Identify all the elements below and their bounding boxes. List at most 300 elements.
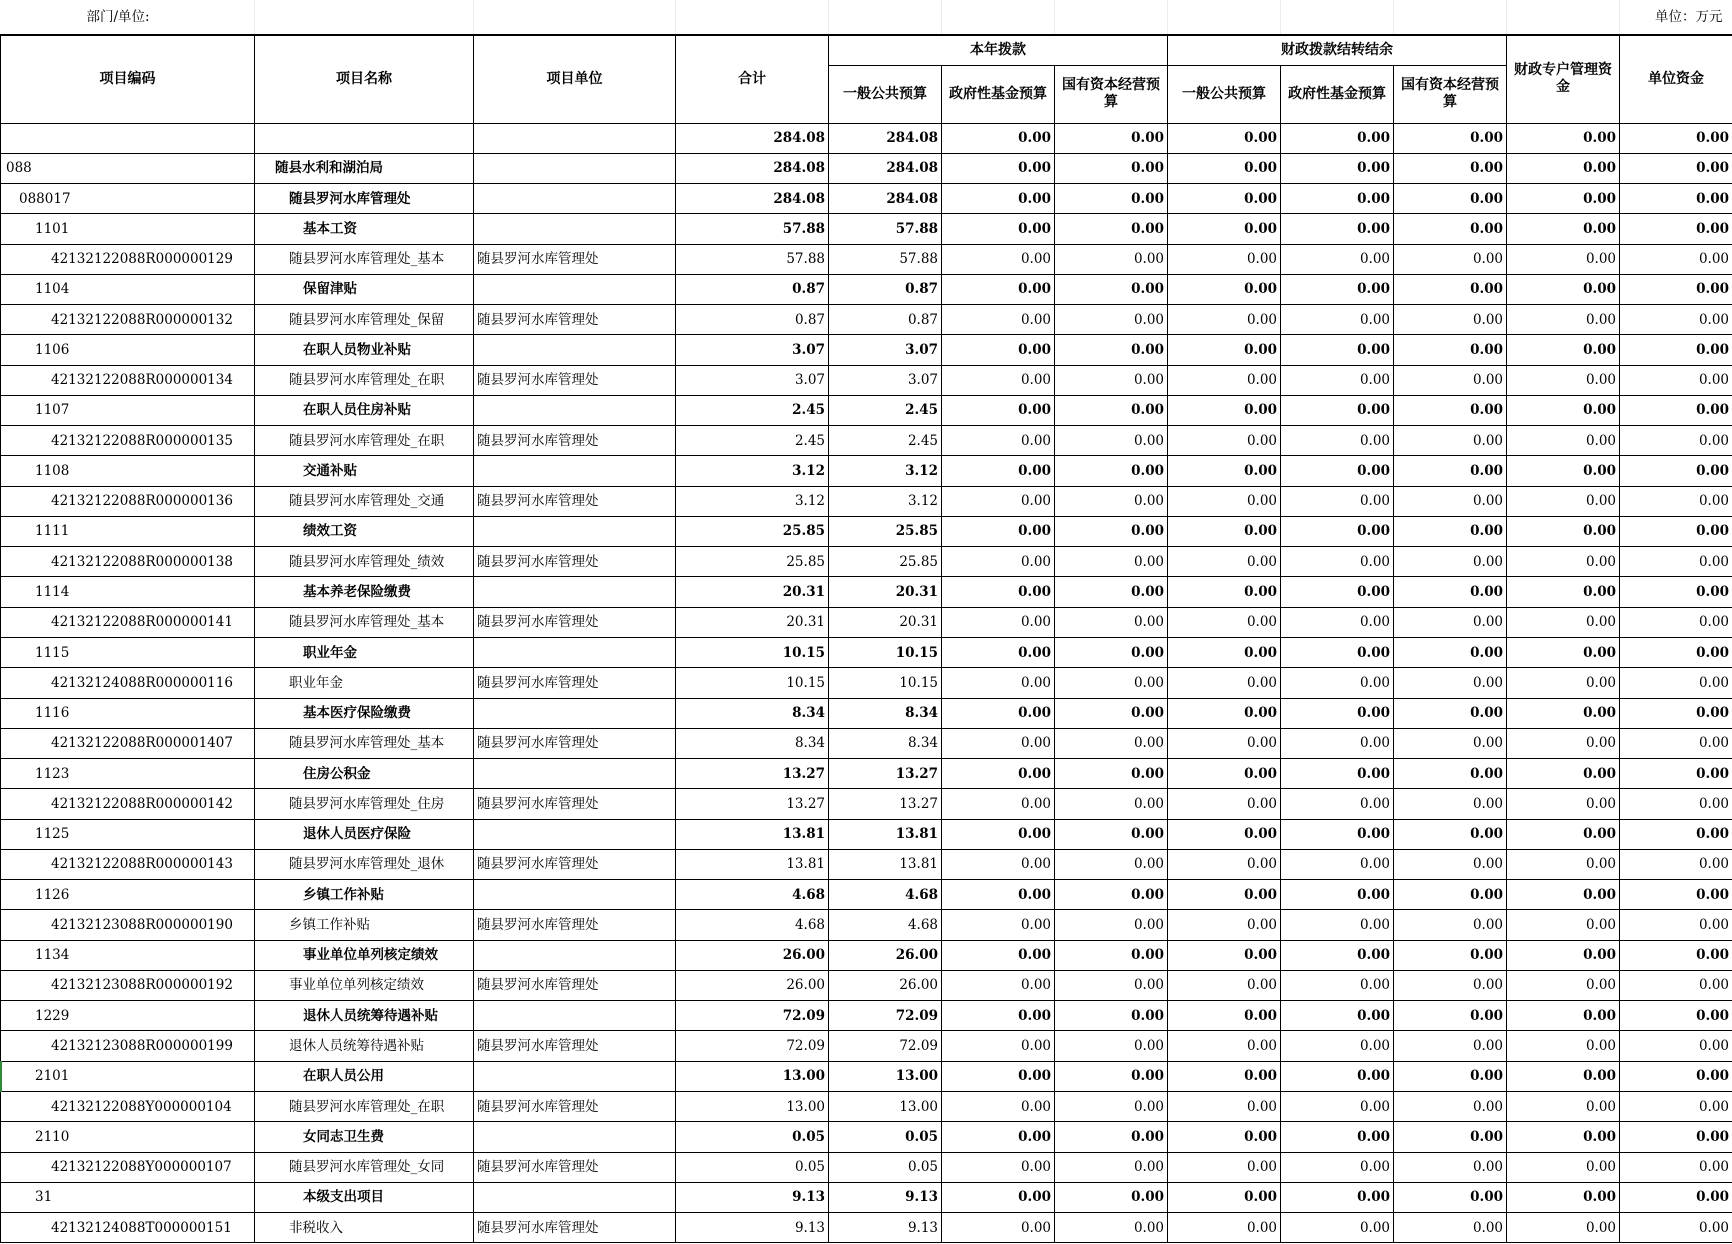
cell-zero[interactable]: 0.00 [1281,153,1394,183]
cell-unit[interactable] [474,1122,676,1152]
cell-name[interactable]: 在职人员物业补贴 [255,335,474,365]
cell-zero[interactable]: 0.00 [1394,1182,1507,1212]
detail-row[interactable] [1,1152,1732,1182]
cell-zero[interactable]: 0.00 [1055,607,1168,637]
cell-code[interactable]: 42132122088R000000138 [1,547,255,577]
cell-zero[interactable]: 0.00 [1620,849,1732,879]
cell-unit[interactable] [474,1061,676,1091]
cell-zero[interactable]: 0.00 [1620,1122,1732,1152]
cell-zero[interactable]: 0.00 [1281,910,1394,940]
cell-general-budget[interactable]: 26.00 [829,970,942,1000]
cell-zero[interactable]: 0.00 [1055,335,1168,365]
cell-zero[interactable]: 0.00 [1507,1152,1620,1182]
cell-zero[interactable]: 0.00 [1507,1092,1620,1122]
cell-zero[interactable]: 0.00 [1394,274,1507,304]
cell-code[interactable]: 31 [1,1182,255,1212]
cell-zero[interactable]: 0.00 [1281,1122,1394,1152]
cell-zero[interactable]: 0.00 [1620,486,1732,516]
cell-code[interactable]: 1116 [1,698,255,728]
cell-name[interactable]: 交通补贴 [255,456,474,486]
cell-general-budget[interactable]: 20.31 [829,607,942,637]
cell-zero[interactable]: 0.00 [1168,638,1281,668]
cell-zero[interactable]: 0.00 [942,1122,1055,1152]
cell-unit[interactable] [474,819,676,849]
header-group-carry[interactable]: 财政拨款结转结余 [1168,35,1507,65]
cell-code[interactable]: 42132122088R000000136 [1,486,255,516]
cell-general-budget[interactable]: 3.12 [829,486,942,516]
cell-zero[interactable]: 0.00 [1168,880,1281,910]
cell-zero[interactable]: 0.00 [1168,849,1281,879]
cell-zero[interactable]: 0.00 [1507,1122,1620,1152]
cell-name[interactable]: 在职人员公用 [255,1061,474,1091]
cell-name[interactable]: 随县罗河水库管理处_住房 [255,789,474,819]
cell-total[interactable]: 13.27 [676,759,829,789]
cell-zero[interactable]: 0.00 [1507,970,1620,1000]
cell-zero[interactable]: 0.00 [942,305,1055,335]
cell-general-budget[interactable]: 10.15 [829,638,942,668]
empty-cell[interactable] [1055,0,1168,35]
cell-zero[interactable]: 0.00 [1620,153,1732,183]
cell-name[interactable]: 随县水利和湖泊局 [255,153,474,183]
cell-zero[interactable]: 0.00 [1055,668,1168,698]
cell-zero[interactable]: 0.00 [1620,1031,1732,1061]
cell-unit[interactable] [474,335,676,365]
cell-general-budget[interactable]: 8.34 [829,728,942,758]
cell-code[interactable]: 42132123088R000000192 [1,970,255,1000]
cell-zero[interactable]: 0.00 [1281,184,1394,214]
cell-zero[interactable]: 0.00 [1507,456,1620,486]
cell-code[interactable]: 42132123088R000000199 [1,1031,255,1061]
cell-zero[interactable]: 0.00 [1394,638,1507,668]
cell-general-budget[interactable]: 72.09 [829,1001,942,1031]
cell-zero[interactable]: 0.00 [942,880,1055,910]
cell-code[interactable]: 42132122088R000000134 [1,365,255,395]
cell-zero[interactable]: 0.00 [1168,123,1281,153]
cell-zero[interactable]: 0.00 [1168,153,1281,183]
cell-code[interactable]: 42132124088R000000116 [1,668,255,698]
cell-zero[interactable]: 0.00 [1394,456,1507,486]
cell-total[interactable]: 20.31 [676,577,829,607]
header-general-budget[interactable]: 一般公共预算 [829,65,942,123]
cell-name[interactable]: 职业年金 [255,668,474,698]
group-row[interactable] [1,153,1732,183]
cell-zero[interactable]: 0.00 [942,638,1055,668]
cell-zero[interactable]: 0.00 [1281,759,1394,789]
cell-zero[interactable]: 0.00 [1281,1213,1394,1243]
cell-zero[interactable]: 0.00 [1055,638,1168,668]
cell-zero[interactable]: 0.00 [1507,910,1620,940]
cell-zero[interactable]: 0.00 [942,456,1055,486]
cell-zero[interactable]: 0.00 [1507,214,1620,244]
cell-zero[interactable]: 0.00 [1620,940,1732,970]
cell-total[interactable]: 72.09 [676,1031,829,1061]
cell-general-budget[interactable]: 284.08 [829,123,942,153]
group-row[interactable] [1,759,1732,789]
cell-zero[interactable]: 0.00 [1055,910,1168,940]
cell-unit[interactable]: 随县罗河水库管理处 [474,970,676,1000]
cell-zero[interactable]: 0.00 [1507,728,1620,758]
cell-zero[interactable]: 0.00 [1281,1152,1394,1182]
cell-zero[interactable]: 0.00 [1281,728,1394,758]
cell-zero[interactable]: 0.00 [942,1031,1055,1061]
cell-zero[interactable]: 0.00 [1394,426,1507,456]
cell-name[interactable]: 随县罗河水库管理处_绩效 [255,547,474,577]
cell-zero[interactable]: 0.00 [942,789,1055,819]
cell-general-budget[interactable]: 13.00 [829,1092,942,1122]
cell-zero[interactable]: 0.00 [1394,335,1507,365]
cell-code[interactable]: 1104 [1,274,255,304]
cell-zero[interactable]: 0.00 [1168,184,1281,214]
cell-general-budget[interactable]: 13.27 [829,759,942,789]
cell-zero[interactable]: 0.00 [1055,516,1168,546]
cell-code[interactable]: 1229 [1,1001,255,1031]
empty-cell[interactable] [676,0,829,35]
cell-name[interactable]: 随县罗河水库管理处_基本 [255,607,474,637]
cell-zero[interactable]: 0.00 [942,1152,1055,1182]
cell-name[interactable]: 在职人员住房补贴 [255,395,474,425]
cell-zero[interactable]: 0.00 [1168,335,1281,365]
cell-code[interactable]: 1123 [1,759,255,789]
cell-unit[interactable] [474,577,676,607]
cell-zero[interactable]: 0.00 [1168,547,1281,577]
cell-zero[interactable]: 0.00 [1055,940,1168,970]
cell-zero[interactable]: 0.00 [1394,486,1507,516]
cell-zero[interactable]: 0.00 [1394,759,1507,789]
cell-zero[interactable]: 0.00 [1507,940,1620,970]
cell-zero[interactable]: 0.00 [1620,365,1732,395]
cell-general-budget[interactable]: 25.85 [829,516,942,546]
cell-zero[interactable]: 0.00 [1507,153,1620,183]
cell-zero[interactable]: 0.00 [1055,1152,1168,1182]
cell-zero[interactable]: 0.00 [1394,1152,1507,1182]
cell-zero[interactable]: 0.00 [942,244,1055,274]
cell-name[interactable]: 事业单位单列核定绩效 [255,970,474,1000]
cell-zero[interactable]: 0.00 [1620,698,1732,728]
cell-zero[interactable]: 0.00 [1168,244,1281,274]
cell-zero[interactable]: 0.00 [942,759,1055,789]
cell-zero[interactable]: 0.00 [1620,395,1732,425]
cell-zero[interactable]: 0.00 [1620,426,1732,456]
cell-name[interactable] [255,123,474,153]
cell-zero[interactable]: 0.00 [942,819,1055,849]
cell-zero[interactable]: 0.00 [1620,759,1732,789]
group-row[interactable] [1,638,1732,668]
cell-general-budget[interactable]: 0.05 [829,1152,942,1182]
cell-zero[interactable]: 0.00 [1281,274,1394,304]
cell-unit[interactable]: 随县罗河水库管理处 [474,668,676,698]
header-name[interactable]: 项目名称 [255,35,474,123]
cell-zero[interactable]: 0.00 [1507,305,1620,335]
cell-total[interactable]: 3.12 [676,456,829,486]
cell-unit[interactable] [474,940,676,970]
cell-zero[interactable]: 0.00 [1394,123,1507,153]
cell-unit[interactable] [474,395,676,425]
cell-zero[interactable]: 0.00 [1281,607,1394,637]
group-row[interactable] [1,274,1732,304]
cell-code[interactable]: 42132122088R000000142 [1,789,255,819]
cell-code[interactable]: 42132122088R000000135 [1,426,255,456]
cell-zero[interactable]: 0.00 [1394,547,1507,577]
cell-general-budget[interactable]: 0.87 [829,274,942,304]
cell-zero[interactable]: 0.00 [1055,698,1168,728]
cell-zero[interactable]: 0.00 [1055,365,1168,395]
cell-zero[interactable]: 0.00 [1394,153,1507,183]
cell-zero[interactable]: 0.00 [1055,153,1168,183]
cell-total[interactable]: 20.31 [676,607,829,637]
cell-zero[interactable]: 0.00 [1055,395,1168,425]
cell-general-budget[interactable]: 13.00 [829,1061,942,1091]
cell-zero[interactable]: 0.00 [1281,335,1394,365]
cell-zero[interactable]: 0.00 [942,274,1055,304]
cell-zero[interactable]: 0.00 [1281,395,1394,425]
cell-total[interactable]: 284.08 [676,184,829,214]
cell-zero[interactable]: 0.00 [1168,668,1281,698]
cell-total[interactable]: 57.88 [676,244,829,274]
cell-general-budget[interactable]: 284.08 [829,184,942,214]
cell-zero[interactable]: 0.00 [1168,305,1281,335]
cell-general-budget[interactable]: 20.31 [829,577,942,607]
header-code[interactable]: 项目编码 [1,35,255,123]
cell-zero[interactable]: 0.00 [1507,486,1620,516]
cell-zero[interactable]: 0.00 [1055,274,1168,304]
cell-general-budget[interactable]: 9.13 [829,1182,942,1212]
cell-general-budget[interactable]: 3.07 [829,335,942,365]
cell-zero[interactable]: 0.00 [942,516,1055,546]
cell-total[interactable]: 0.87 [676,305,829,335]
cell-total[interactable]: 13.81 [676,819,829,849]
cell-zero[interactable]: 0.00 [1055,184,1168,214]
cell-zero[interactable]: 0.00 [1620,577,1732,607]
cell-zero[interactable]: 0.00 [1507,1213,1620,1243]
cell-zero[interactable]: 0.00 [1620,456,1732,486]
cell-total[interactable]: 10.15 [676,668,829,698]
cell-zero[interactable]: 0.00 [1620,819,1732,849]
cell-zero[interactable]: 0.00 [1168,910,1281,940]
cell-zero[interactable]: 0.00 [1620,668,1732,698]
cell-zero[interactable]: 0.00 [1055,547,1168,577]
cell-zero[interactable]: 0.00 [1620,607,1732,637]
cell-code[interactable]: 1134 [1,940,255,970]
cell-zero[interactable]: 0.00 [1507,1031,1620,1061]
cell-code[interactable]: 1115 [1,638,255,668]
cell-zero[interactable]: 0.00 [1507,335,1620,365]
header-carry-gov-fund[interactable]: 政府性基金预算 [1281,65,1394,123]
cell-zero[interactable]: 0.00 [1394,305,1507,335]
empty-cell[interactable] [1168,0,1281,35]
cell-total[interactable]: 0.05 [676,1122,829,1152]
cell-unit[interactable] [474,880,676,910]
cell-zero[interactable]: 0.00 [1281,1182,1394,1212]
cell-zero[interactable]: 0.00 [1168,1182,1281,1212]
detail-row[interactable] [1,849,1732,879]
cell-code[interactable]: 42132122088Y000000107 [1,1152,255,1182]
group-row[interactable] [1,395,1732,425]
cell-zero[interactable]: 0.00 [1281,849,1394,879]
cell-zero[interactable]: 0.00 [1620,547,1732,577]
cell-code[interactable]: 088 [1,153,255,183]
cell-zero[interactable]: 0.00 [1507,547,1620,577]
cell-zero[interactable]: 0.00 [1168,1031,1281,1061]
detail-row[interactable] [1,1092,1732,1122]
dept-label[interactable]: 部门/单位: [1,0,255,35]
cell-zero[interactable]: 0.00 [1281,365,1394,395]
cell-zero[interactable]: 0.00 [1507,789,1620,819]
cell-total[interactable]: 3.12 [676,486,829,516]
cell-zero[interactable]: 0.00 [1168,789,1281,819]
cell-zero[interactable]: 0.00 [1281,516,1394,546]
cell-zero[interactable]: 0.00 [1055,849,1168,879]
cell-total[interactable]: 284.08 [676,153,829,183]
cell-unit[interactable]: 随县罗河水库管理处 [474,728,676,758]
cell-zero[interactable]: 0.00 [1168,1213,1281,1243]
cell-unit[interactable]: 随县罗河水库管理处 [474,1092,676,1122]
cell-zero[interactable]: 0.00 [1620,910,1732,940]
cell-zero[interactable]: 0.00 [1394,516,1507,546]
cell-unit[interactable]: 随县罗河水库管理处 [474,607,676,637]
cell-total[interactable]: 10.15 [676,638,829,668]
cell-unit[interactable] [474,759,676,789]
cell-unit[interactable] [474,274,676,304]
cell-zero[interactable]: 0.00 [1055,1182,1168,1212]
empty-cell[interactable] [255,0,474,35]
cell-zero[interactable]: 0.00 [1055,1061,1168,1091]
cell-zero[interactable]: 0.00 [1507,123,1620,153]
cell-total[interactable]: 13.27 [676,789,829,819]
detail-row[interactable] [1,910,1732,940]
group-row[interactable] [1,880,1732,910]
header-unit[interactable]: 项目单位 [474,35,676,123]
group-row[interactable] [1,1061,1732,1091]
cell-unit[interactable]: 随县罗河水库管理处 [474,849,676,879]
cell-zero[interactable]: 0.00 [1507,849,1620,879]
empty-cell[interactable] [1394,0,1507,35]
cell-unit[interactable] [474,123,676,153]
cell-total[interactable]: 0.05 [676,1152,829,1182]
cell-zero[interactable]: 0.00 [1055,1213,1168,1243]
cell-zero[interactable]: 0.00 [1620,789,1732,819]
cell-zero[interactable]: 0.00 [1507,819,1620,849]
total-row[interactable] [1,123,1732,153]
header-carry-general[interactable]: 一般公共预算 [1168,65,1281,123]
cell-zero[interactable]: 0.00 [1394,577,1507,607]
cell-code[interactable]: 1125 [1,819,255,849]
cell-zero[interactable]: 0.00 [1394,970,1507,1000]
cell-general-budget[interactable]: 4.68 [829,910,942,940]
cell-zero[interactable]: 0.00 [942,970,1055,1000]
detail-row[interactable] [1,728,1732,758]
cell-zero[interactable]: 0.00 [1507,395,1620,425]
cell-zero[interactable]: 0.00 [1507,365,1620,395]
cell-zero[interactable]: 0.00 [1168,486,1281,516]
group-row[interactable] [1,698,1732,728]
cell-zero[interactable]: 0.00 [1168,940,1281,970]
cell-name[interactable]: 退休人员统筹待遇补贴 [255,1031,474,1061]
cell-general-budget[interactable]: 4.68 [829,880,942,910]
cell-name[interactable]: 事业单位单列核定绩效 [255,940,474,970]
header-carry-state-capital[interactable]: 国有资本经营预算 [1394,65,1507,123]
cell-zero[interactable]: 0.00 [942,335,1055,365]
cell-zero[interactable]: 0.00 [1394,1122,1507,1152]
cell-name[interactable]: 随县罗河水库管理处_交通 [255,486,474,516]
cell-name[interactable]: 住房公积金 [255,759,474,789]
cell-name[interactable]: 乡镇工作补贴 [255,910,474,940]
cell-unit[interactable]: 随县罗河水库管理处 [474,1213,676,1243]
cell-zero[interactable]: 0.00 [1168,365,1281,395]
cell-zero[interactable]: 0.00 [1620,274,1732,304]
header-total[interactable]: 合计 [676,35,829,123]
cell-zero[interactable]: 0.00 [1168,1122,1281,1152]
cell-zero[interactable]: 0.00 [1620,214,1732,244]
cell-total[interactable]: 13.00 [676,1092,829,1122]
cell-total[interactable]: 2.45 [676,426,829,456]
cell-total[interactable]: 8.34 [676,698,829,728]
cell-name[interactable]: 本级支出项目 [255,1182,474,1212]
cell-code[interactable]: 088017 [1,184,255,214]
cell-total[interactable]: 57.88 [676,214,829,244]
cell-zero[interactable]: 0.00 [1055,123,1168,153]
cell-total[interactable]: 3.07 [676,365,829,395]
group-row[interactable] [1,577,1732,607]
cell-unit[interactable] [474,516,676,546]
cell-name[interactable]: 基本工资 [255,214,474,244]
header-state-capital[interactable]: 国有资本经营预算 [1055,65,1168,123]
cell-zero[interactable]: 0.00 [1055,728,1168,758]
cell-zero[interactable]: 0.00 [1168,1152,1281,1182]
cell-zero[interactable]: 0.00 [1394,698,1507,728]
header-group-current[interactable]: 本年拨款 [829,35,1168,65]
detail-row[interactable] [1,970,1732,1000]
cell-zero[interactable]: 0.00 [942,849,1055,879]
cell-total[interactable]: 4.68 [676,910,829,940]
cell-zero[interactable]: 0.00 [1394,849,1507,879]
cell-code[interactable]: 42132122088R000000143 [1,849,255,879]
cell-zero[interactable]: 0.00 [1168,970,1281,1000]
cell-unit[interactable]: 随县罗河水库管理处 [474,365,676,395]
cell-code[interactable]: 42132123088R000000190 [1,910,255,940]
cell-zero[interactable]: 0.00 [1394,1092,1507,1122]
cell-zero[interactable]: 0.00 [1281,668,1394,698]
cell-zero[interactable]: 0.00 [1620,1182,1732,1212]
group-row[interactable] [1,1001,1732,1031]
cell-zero[interactable]: 0.00 [1055,819,1168,849]
cell-zero[interactable]: 0.00 [1620,1061,1732,1091]
cell-zero[interactable]: 0.00 [942,940,1055,970]
cell-unit[interactable]: 随县罗河水库管理处 [474,486,676,516]
cell-zero[interactable]: 0.00 [1394,395,1507,425]
cell-name[interactable]: 随县罗河水库管理处 [255,184,474,214]
cell-name[interactable]: 女同志卫生费 [255,1122,474,1152]
group-row[interactable] [1,456,1732,486]
header-gov-fund[interactable]: 政府性基金预算 [942,65,1055,123]
cell-unit[interactable] [474,638,676,668]
cell-zero[interactable]: 0.00 [1281,940,1394,970]
cell-zero[interactable]: 0.00 [1168,577,1281,607]
cell-zero[interactable]: 0.00 [1620,728,1732,758]
cell-unit[interactable]: 随县罗河水库管理处 [474,789,676,819]
cell-total[interactable]: 26.00 [676,940,829,970]
cell-zero[interactable]: 0.00 [942,1001,1055,1031]
cell-general-budget[interactable]: 10.15 [829,668,942,698]
cell-zero[interactable]: 0.00 [1620,335,1732,365]
cell-general-budget[interactable]: 13.27 [829,789,942,819]
cell-zero[interactable]: 0.00 [1055,759,1168,789]
empty-cell[interactable] [1507,0,1620,35]
cell-zero[interactable]: 0.00 [1055,486,1168,516]
cell-total[interactable]: 13.00 [676,1061,829,1091]
cell-zero[interactable]: 0.00 [1394,607,1507,637]
cell-name[interactable]: 基本养老保险缴费 [255,577,474,607]
cell-zero[interactable]: 0.00 [1620,516,1732,546]
